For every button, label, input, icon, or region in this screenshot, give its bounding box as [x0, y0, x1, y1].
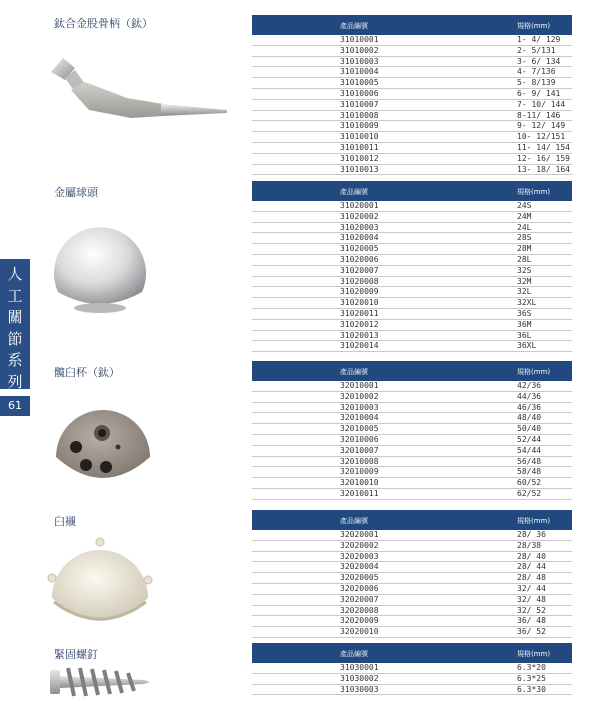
product-spec: 28/ 48: [517, 573, 546, 583]
screw-image: [48, 662, 153, 702]
product-spec: 48/40: [517, 413, 542, 423]
product-spec: 5- 8/139: [517, 78, 556, 88]
product-spec: 32/ 48: [517, 594, 546, 604]
product-code: 32010010: [340, 478, 379, 488]
product-code: 32010007: [340, 445, 379, 455]
table-row: [252, 403, 572, 414]
side-tab-char: 系: [7, 351, 23, 369]
table-row: [252, 435, 572, 446]
table-row: [252, 165, 572, 176]
product-spec: 52/44: [517, 434, 542, 444]
side-tab-char: 列: [7, 372, 23, 391]
product-spec: 58/48: [517, 467, 542, 477]
table-row: [252, 212, 572, 223]
product-spec: 44/36: [517, 391, 542, 401]
product-code: 32020005: [340, 573, 379, 583]
table-acetabular-cup: [252, 361, 572, 500]
table-femoral-stem: [252, 15, 572, 175]
table-header: [252, 510, 572, 530]
product-code: 32020009: [340, 616, 379, 626]
table-row: [252, 100, 572, 111]
product-spec: 2- 5/131: [517, 45, 556, 55]
table-row: [252, 341, 572, 352]
table-row: [252, 627, 572, 638]
product-spec: 9- 12/ 149: [517, 121, 566, 131]
product-spec: 3- 6/ 134: [517, 56, 561, 66]
product-code: 31020010: [340, 298, 379, 308]
table-row: [252, 467, 572, 478]
header-spec: 規格(mm): [517, 368, 551, 376]
product-spec: 28M: [517, 244, 532, 254]
table-row: [252, 478, 572, 489]
table-row: [252, 298, 572, 309]
product-spec: 36/ 52: [517, 627, 546, 637]
product-title-screw: 緊固螺釘: [54, 648, 98, 661]
header-code: 產品編號: [340, 22, 368, 30]
table-row: [252, 78, 572, 89]
table-row: [252, 674, 572, 685]
page-number: 61: [0, 396, 30, 416]
table-row: [252, 111, 572, 122]
table-row: [252, 530, 572, 541]
product-spec: 13- 18/ 164: [517, 164, 570, 174]
product-code: 32010006: [340, 434, 379, 444]
product-spec: 4- 7/136: [517, 67, 556, 77]
product-code: 32010005: [340, 424, 379, 434]
product-spec: 6.3*25: [517, 673, 546, 683]
table-row: [252, 489, 572, 500]
product-code: 32010009: [340, 467, 379, 477]
table-row: [252, 606, 572, 617]
table-header: [252, 15, 572, 35]
product-code: 31010011: [340, 142, 379, 152]
product-code: 32020007: [340, 594, 379, 604]
product-spec: 32/ 52: [517, 605, 546, 615]
table-header: [252, 181, 572, 201]
product-spec: 46/36: [517, 402, 542, 412]
table-row: [252, 616, 572, 627]
product-spec: 32L: [517, 287, 532, 297]
product-spec: 6.3*20: [517, 663, 546, 672]
table-row: [252, 381, 572, 392]
product-code: 31020004: [340, 233, 379, 243]
product-spec: 32/ 44: [517, 583, 546, 593]
product-spec: 32S: [517, 265, 532, 275]
table-screw: [252, 643, 572, 695]
product-code: 32020004: [340, 562, 379, 572]
product-spec: 32XL: [517, 298, 537, 308]
product-code: 32020003: [340, 551, 379, 561]
product-spec: 24S: [517, 201, 532, 210]
metal-head-image: [50, 220, 150, 320]
table-row: [252, 143, 572, 154]
header-code: 產品編號: [340, 188, 368, 196]
table-row: [252, 121, 572, 132]
table-row: [252, 562, 572, 573]
product-spec: 12- 16/ 159: [517, 153, 570, 163]
table-liner: [252, 510, 572, 638]
product-spec: 28/38: [517, 540, 542, 550]
table-row: [252, 457, 572, 468]
table-row: [252, 233, 572, 244]
header-spec: 規格(mm): [517, 22, 551, 30]
table-row: [252, 541, 572, 552]
product-code: 31020014: [340, 341, 379, 351]
product-spec: 36M: [517, 319, 532, 329]
table-row: [252, 685, 572, 696]
product-code: 32020002: [340, 540, 379, 550]
series-side-tab: [0, 259, 30, 389]
table-row: [252, 413, 572, 424]
product-spec: 32M: [517, 276, 532, 286]
table-row: [252, 573, 572, 584]
product-code: 31020007: [340, 265, 379, 275]
product-code: 32020001: [340, 530, 379, 539]
product-spec: 60/52: [517, 478, 542, 488]
product-title-acetabular-cup: 髖臼杯（鈦）: [54, 366, 120, 379]
header-spec: 規格(mm): [517, 188, 551, 196]
header-code: 產品編號: [340, 368, 368, 376]
product-spec: 28/ 40: [517, 551, 546, 561]
product-code: 31010013: [340, 164, 379, 174]
product-code: 31010010: [340, 132, 379, 142]
product-spec: 36L: [517, 330, 532, 340]
product-code: 32020010: [340, 627, 379, 637]
product-code: 32010002: [340, 391, 379, 401]
table-row: [252, 392, 572, 403]
product-spec: 56/48: [517, 456, 542, 466]
product-spec: 36/ 48: [517, 616, 546, 626]
product-spec: 7- 10/ 144: [517, 99, 566, 109]
side-tab-char: 人: [7, 265, 23, 283]
product-code: 31010009: [340, 121, 379, 131]
product-code: 31020006: [340, 254, 379, 264]
product-code: 31020011: [340, 308, 379, 318]
table-row: [252, 201, 572, 212]
table-row: [252, 331, 572, 342]
product-code: 31010004: [340, 67, 379, 77]
table-row: [252, 446, 572, 457]
product-code: 31020005: [340, 244, 379, 254]
product-code: 32010011: [340, 488, 379, 498]
product-code: 31030001: [340, 663, 379, 672]
header-spec: 規格(mm): [517, 517, 551, 525]
table-row: [252, 595, 572, 606]
table-row: [252, 552, 572, 563]
side-tab-char: 關: [7, 308, 23, 326]
product-title-liner: 臼襯: [54, 515, 76, 528]
table-row: [252, 57, 572, 68]
product-code: 31020009: [340, 287, 379, 297]
product-code: 32020006: [340, 583, 379, 593]
product-spec: 28L: [517, 254, 532, 264]
liner-image: [40, 532, 160, 642]
product-code: 31010002: [340, 45, 379, 55]
acetabular-cup-image: [48, 395, 158, 500]
side-tab-char: 工: [7, 286, 23, 305]
product-code: 31010001: [340, 35, 379, 44]
table-row: [252, 223, 572, 234]
table-row: [252, 132, 572, 143]
product-code: 31010003: [340, 56, 379, 66]
table-row: [252, 266, 572, 277]
product-title-femoral-stem: 鈦合金股骨柄（鈦）: [54, 17, 153, 30]
table-header: [252, 643, 572, 663]
product-code: 31020002: [340, 211, 379, 221]
product-spec: 10- 12/151: [517, 132, 566, 142]
product-code: 31010012: [340, 153, 379, 163]
product-code: 32010001: [340, 381, 379, 390]
product-code: 31030002: [340, 673, 379, 683]
product-spec: 6- 9/ 141: [517, 88, 561, 98]
side-tab-char: 節: [7, 329, 23, 348]
table-row: [252, 309, 572, 320]
table-row: [252, 244, 572, 255]
product-code: 31010007: [340, 99, 379, 109]
product-code: 31020012: [340, 319, 379, 329]
product-code: 31010006: [340, 88, 379, 98]
product-spec: 8-11/ 146: [517, 110, 561, 120]
table-row: [252, 277, 572, 288]
product-spec: 28/ 44: [517, 562, 546, 572]
product-spec: 36S: [517, 308, 532, 318]
product-spec: 24M: [517, 211, 532, 221]
product-spec: 6.3*30: [517, 684, 546, 694]
product-spec: 28S: [517, 233, 532, 243]
femoral-stem-image: [45, 50, 230, 125]
table-row: [252, 89, 572, 100]
header-code: 產品編號: [340, 517, 368, 525]
table-row: [252, 287, 572, 298]
product-code: 31010008: [340, 110, 379, 120]
product-code: 32010004: [340, 413, 379, 423]
table-row: [252, 424, 572, 435]
table-row: [252, 320, 572, 331]
product-code: 31020013: [340, 330, 379, 340]
product-spec: 42/36: [517, 381, 542, 390]
table-metal-head: [252, 181, 572, 352]
table-row: [252, 584, 572, 595]
product-spec: 28/ 36: [517, 530, 546, 539]
product-spec: 1- 4/ 129: [517, 35, 561, 44]
product-code: 31020001: [340, 201, 379, 210]
table-row: [252, 663, 572, 674]
product-spec: 50/40: [517, 424, 542, 434]
product-code: 31030003: [340, 684, 379, 694]
product-spec: 62/52: [517, 488, 542, 498]
product-code: 31020003: [340, 222, 379, 232]
product-code: 32010003: [340, 402, 379, 412]
product-code: 31020008: [340, 276, 379, 286]
table-row: [252, 154, 572, 165]
table-row: [252, 35, 572, 46]
product-spec: 36XL: [517, 341, 537, 351]
product-spec: 11- 14/ 154: [517, 142, 570, 152]
table-header: [252, 361, 572, 381]
table-row: [252, 67, 572, 78]
product-spec: 24L: [517, 222, 532, 232]
table-row: [252, 46, 572, 57]
header-code: 產品編號: [340, 650, 368, 658]
product-spec: 54/44: [517, 445, 542, 455]
product-code: 31010005: [340, 78, 379, 88]
product-code: 32010008: [340, 456, 379, 466]
table-row: [252, 255, 572, 266]
product-title-metal-head: 金屬球頭: [54, 186, 98, 199]
header-spec: 規格(mm): [517, 650, 551, 658]
product-code: 32020008: [340, 605, 379, 615]
